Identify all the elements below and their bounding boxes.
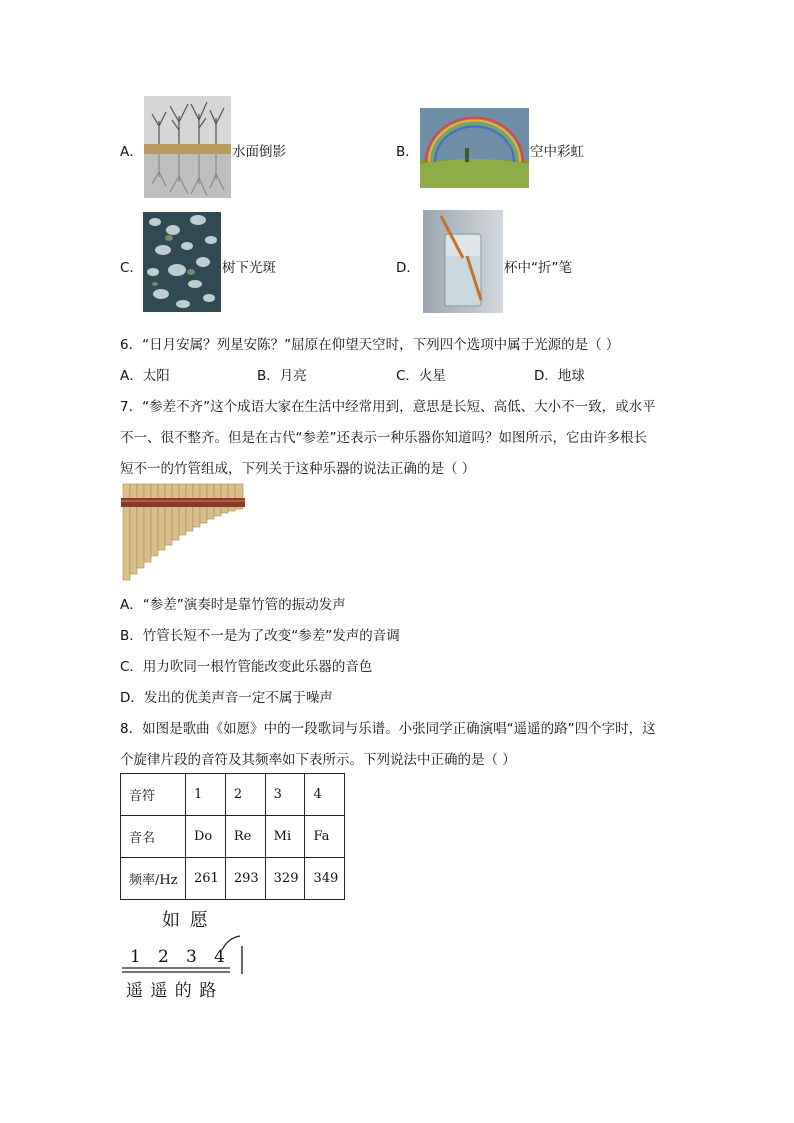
question-7-option-b: B．竹管长短不一是为了改变“参差”发声的音调 <box>120 628 400 644</box>
option-d-letter: D． <box>396 260 420 276</box>
question-7-stem-line-1: 7．“参差不齐”这个成语大家在生活中经常用到，意思是长短、高低、大小不一致，或水平 <box>120 399 656 415</box>
light-spots-image <box>143 212 221 312</box>
option-a-caption: 水面倒影 <box>232 144 286 160</box>
question-7-option-c: C．用力吹同一根竹管能改变此乐器的音色 <box>120 659 373 675</box>
option-a-letter: A． <box>120 144 143 160</box>
table-cell: 349 <box>305 858 345 900</box>
table-row <box>121 816 345 858</box>
question-8-stem-line-1: 8．如图是歌曲《如愿》中的一段歌词与乐谱。小张同学正确演唱“遥遥的路”四个字时，这 <box>120 721 656 737</box>
question-6-option-b: B．月亮 <box>257 368 307 384</box>
table-cell: 音名 <box>121 816 186 858</box>
table-cell: 4 <box>305 774 345 816</box>
question-6-option-d: D．地球 <box>534 368 585 384</box>
table-cell: Mi <box>265 816 305 858</box>
option-d-caption: 杯中“折”笔 <box>504 260 572 276</box>
table-cell: 329 <box>265 858 305 900</box>
panpipe-image <box>121 482 247 582</box>
pencil-in-glass-image <box>423 210 503 313</box>
table-cell: Fa <box>305 816 345 858</box>
question-8-stem-line-2: 个旋律片段的音符及其频率如下表所示。下列说法中正确的是（ ） <box>120 752 516 768</box>
table-cell: 3 <box>265 774 305 816</box>
question-7-stem-line-2: 不一、很不整齐。但是在古代“参差”还表示一种乐器你知道吗？如图所示，它由许多根长 <box>120 430 647 446</box>
table-cell: 261 <box>186 858 226 900</box>
score-note-3: 3 <box>186 947 197 967</box>
question-6-option-c: C．火星 <box>396 368 446 384</box>
question-7-option-a: A．“参差”演奏时是靠竹管的振动发声 <box>120 597 346 613</box>
question-7-option-d: D．发出的优美声音一定不属于噪声 <box>120 690 333 706</box>
rainbow-image <box>420 108 529 188</box>
table-cell: 2 <box>225 774 265 816</box>
table-cell: 频率/Hz <box>121 858 186 900</box>
question-6-stem: 6．“日月安属？列星安陈？”屈原在仰望天空时，下列四个选项中属于光源的是（ ） <box>120 337 620 353</box>
table-row <box>121 858 345 900</box>
table-cell: Do <box>186 816 226 858</box>
option-b-letter: B． <box>396 144 419 160</box>
question-7-stem-line-3: 短不一的竹管组成，下列关于这种乐器的说法正确的是（ ） <box>120 461 476 477</box>
score-lyrics: 遥 遥 的 路 <box>126 981 218 1001</box>
table-cell: Re <box>225 816 265 858</box>
table-cell: 293 <box>225 858 265 900</box>
table-cell: 1 <box>186 774 226 816</box>
score-lines <box>118 932 248 976</box>
table-cell: 音符 <box>121 774 186 816</box>
option-c-caption: 树下光斑 <box>222 260 276 276</box>
score-title: 如 愿 <box>162 910 210 931</box>
score-note-4: 4 <box>214 947 225 967</box>
question-6-option-a: A．太阳 <box>120 368 170 384</box>
score-note-2: 2 <box>158 947 169 967</box>
table-row <box>121 774 345 816</box>
score-note-1: 1 <box>130 947 141 967</box>
option-b-caption: 空中彩虹 <box>530 144 584 160</box>
option-c-letter: C． <box>120 260 143 276</box>
frequency-table <box>120 773 345 900</box>
trees-reflection-image <box>144 96 231 198</box>
